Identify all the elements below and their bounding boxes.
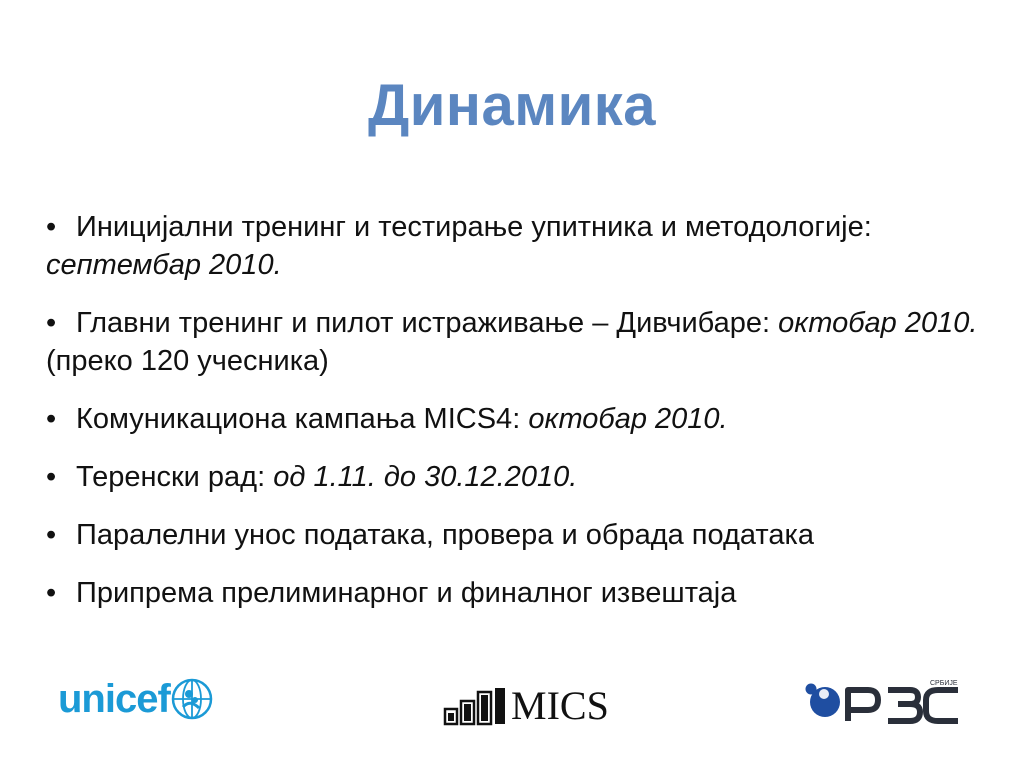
bullet-date: септембар 2010. xyxy=(46,249,282,281)
bullet-dot: • xyxy=(46,577,57,609)
bullet-dot: • xyxy=(46,403,57,435)
bullet-dot: • xyxy=(46,519,57,551)
bullet-item xyxy=(46,458,986,496)
unicef-wordmark: unicef xyxy=(58,676,170,721)
bullet-list xyxy=(46,208,986,632)
rzs-logo xyxy=(802,676,962,728)
mics-bars-icon xyxy=(443,686,507,726)
bullet-text: Главни тренинг и пилот истраживање – Дивчибаре: xyxy=(76,307,779,339)
rzs-dots-icon xyxy=(806,684,841,718)
logo-bar xyxy=(0,668,1024,738)
unicef-globe-icon xyxy=(170,677,214,721)
mics-logo xyxy=(443,680,609,726)
bullet-dot: • xyxy=(46,211,57,243)
bullet-item xyxy=(46,208,986,284)
rzs-wordmark xyxy=(848,690,958,721)
bullet-item xyxy=(46,304,986,380)
bullet-text: Комуникациона кампања MICS4: xyxy=(76,403,529,435)
bullet-dot: • xyxy=(46,307,57,339)
bullet-item xyxy=(46,400,986,438)
slide-title: Динамика xyxy=(367,73,657,138)
bullet-note: (преко 120 учесника) xyxy=(46,345,329,377)
bullet-text: Иницијални тренинг и тестирање упитника и методологије: xyxy=(76,211,872,243)
rzs-subtitle: СРБИЈЕ xyxy=(930,680,958,687)
bullet-item xyxy=(46,516,986,554)
unicef-logo xyxy=(58,674,214,724)
bullet-date: октобар 2010. xyxy=(778,307,978,339)
bullet-text: Припрема прелиминарног и финалног извештаја xyxy=(76,577,737,609)
bullet-date: од 1.11. до 30.12.2010. xyxy=(273,461,578,493)
bullet-text: Паралелни унос података, провера и обрада података xyxy=(76,519,814,551)
bullet-date: октобар 2010. xyxy=(528,403,728,435)
bullet-dot: • xyxy=(46,461,57,493)
bullet-text: Теренски рад: xyxy=(76,461,274,493)
bullet-item xyxy=(46,574,986,612)
mics-wordmark: MICS xyxy=(511,683,609,728)
